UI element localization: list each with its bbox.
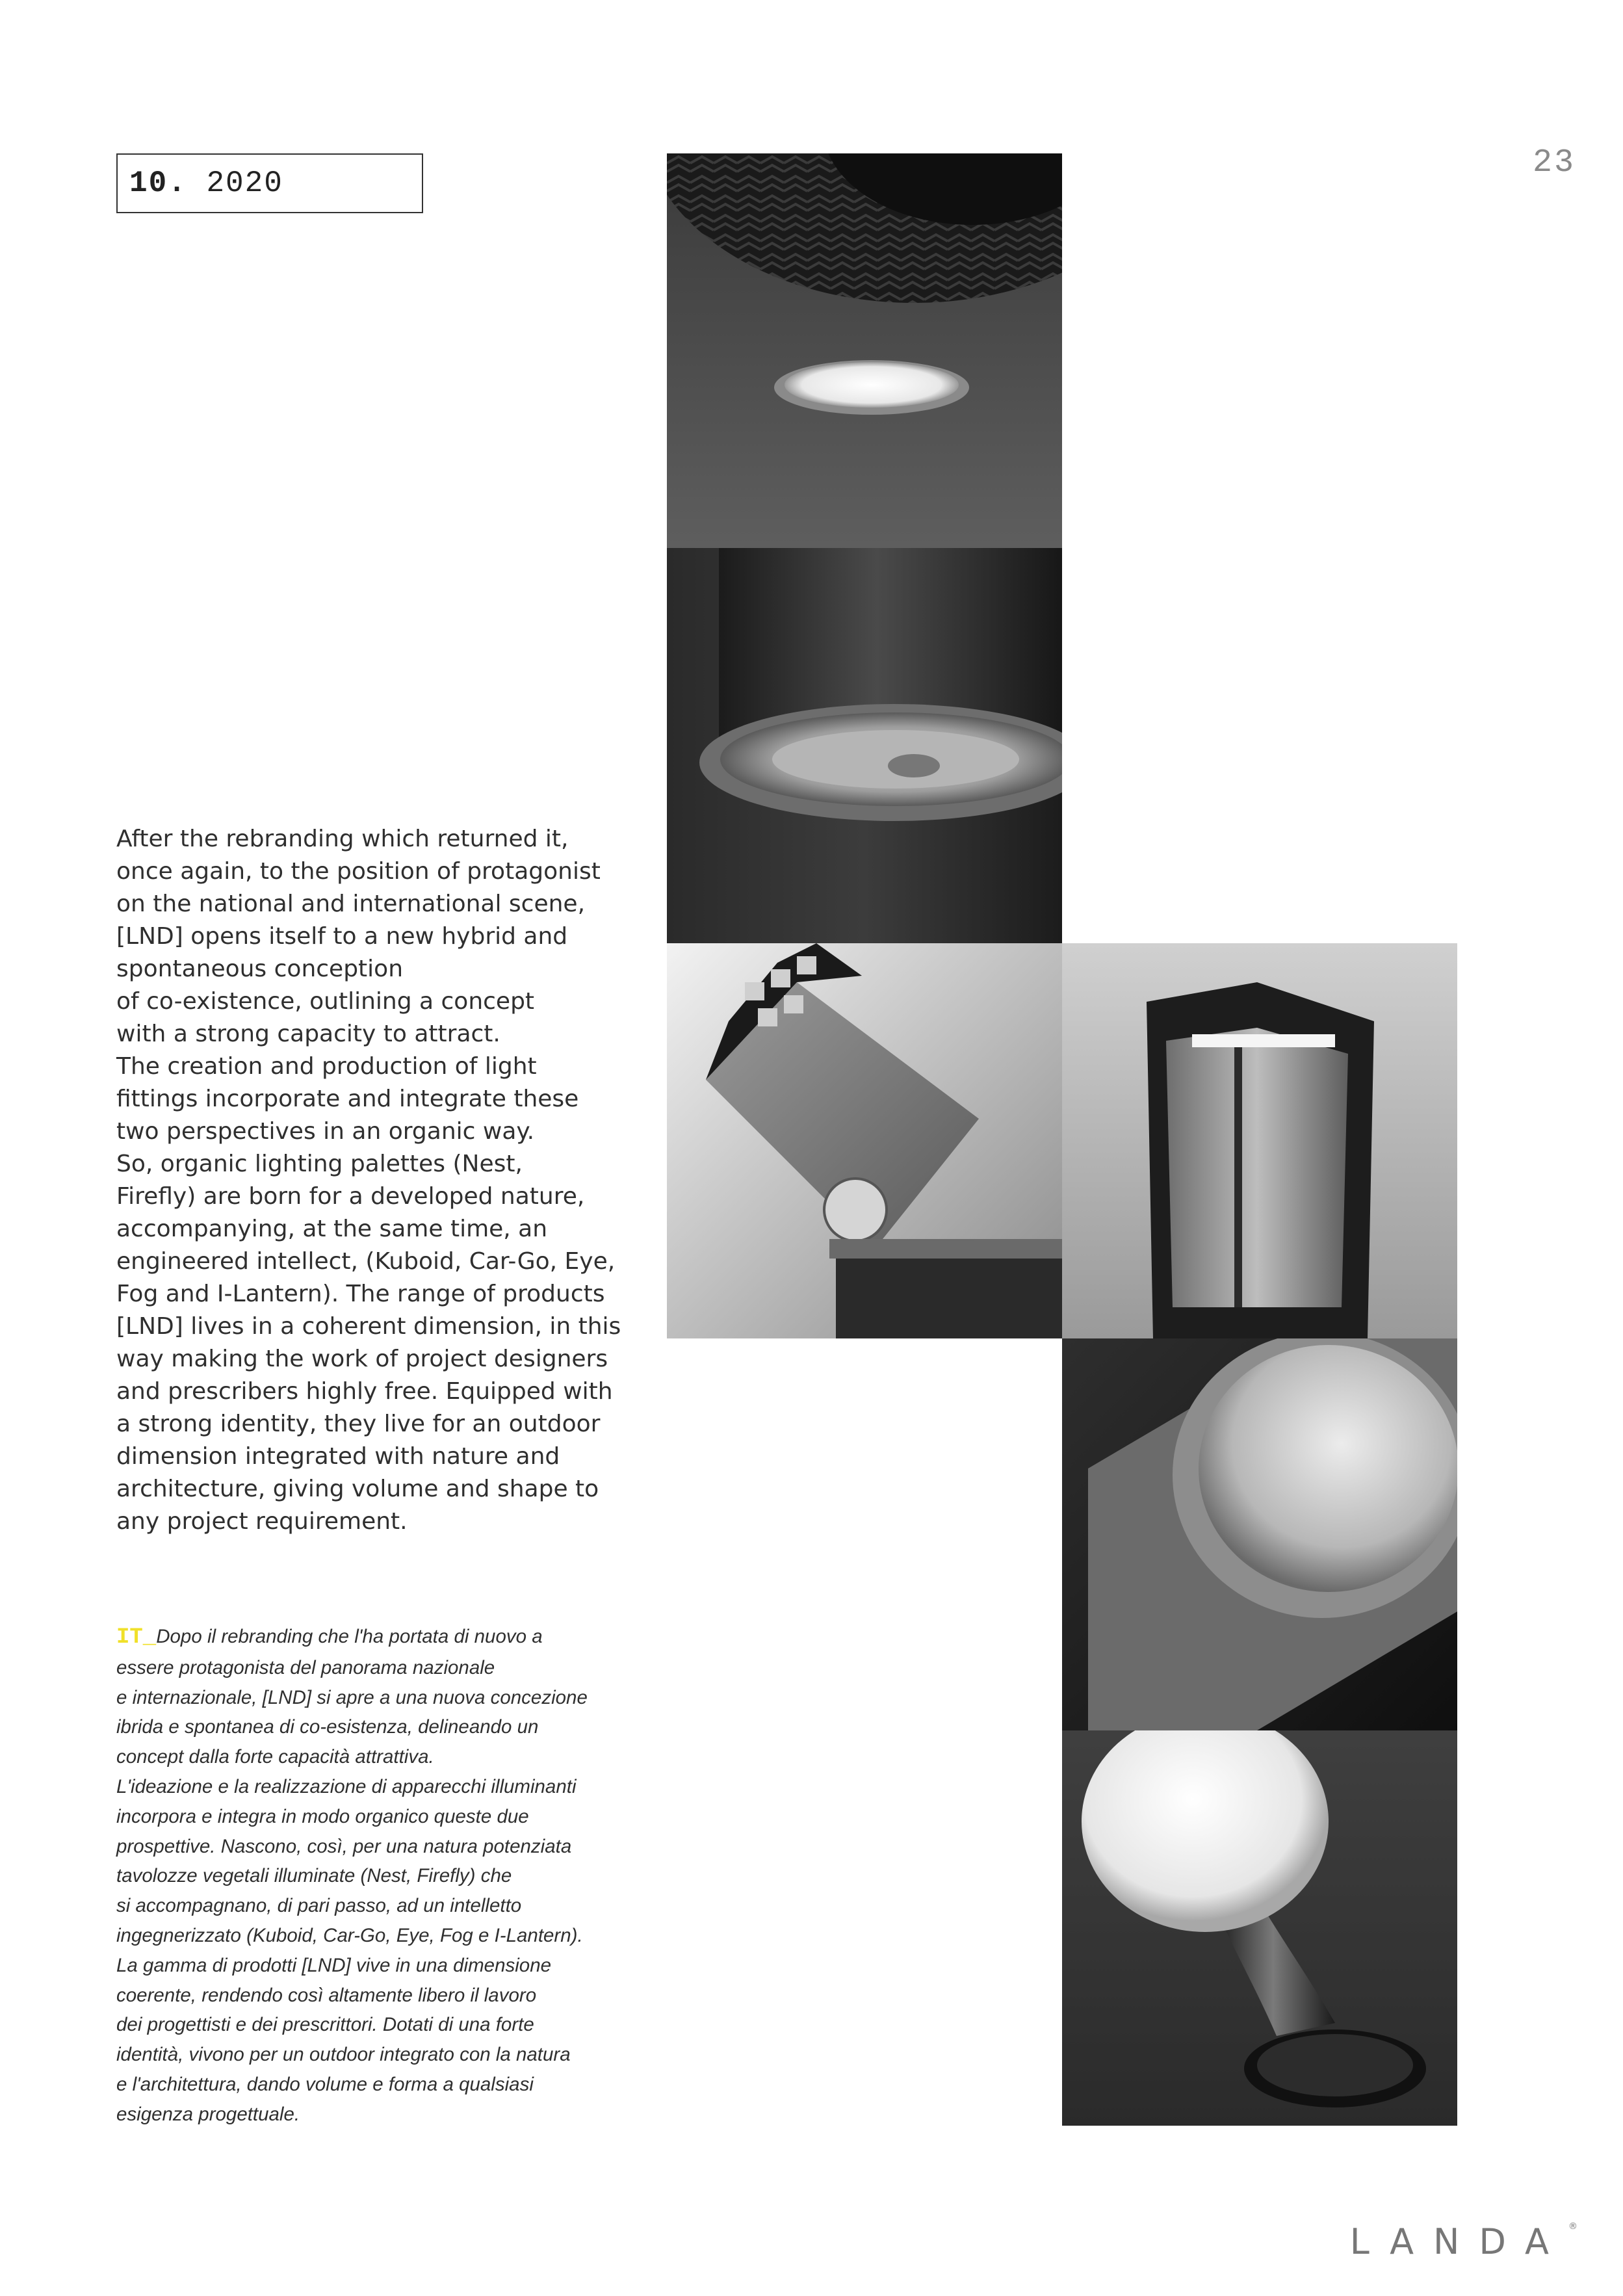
- body-en-line: of co-existence, outlining a concept: [116, 988, 535, 1015]
- body-en-line: a strong identity, they live for an outdoor: [116, 1411, 601, 1437]
- body-en-line: fittings incorporate and integrate these: [116, 1086, 579, 1112]
- body-en-line: Firefly) are born for a developed nature,: [116, 1183, 585, 1210]
- body-it-line: ibrida e spontanea di co-esistenza, delineando un: [116, 1716, 539, 1738]
- body-it-line: L'ideazione e la realizzazione di apparecchi illuminanti: [116, 1775, 577, 1797]
- page-number: 23: [1532, 144, 1576, 181]
- body-it-line: incorpora e integra in modo organico queste due: [116, 1805, 529, 1827]
- body-it-line: esigenza progettuale.: [116, 2103, 300, 2125]
- body-en-line: [LND] lives in a coherent dimension, in this: [116, 1313, 621, 1340]
- body-en-line: Fog and I-Lantern). The range of products: [116, 1281, 605, 1307]
- body-en-line: way making the work of project designers: [116, 1346, 608, 1372]
- body-it-line: e l'architettura, dando volume e forma a qualsiasi: [116, 2073, 534, 2095]
- language-tag: IT_: [116, 1625, 157, 1650]
- body-it-line: concept dalla forte capacità attrattiva.: [116, 1746, 434, 1768]
- photo-tyre-ground-light: [667, 153, 1062, 548]
- body-it-first-line: [116, 1622, 623, 1653]
- body-it-line: dei progettisti e dei prescrittori. Dotati di una forte: [116, 2014, 534, 2036]
- body-en-line: on the national and international scene,: [116, 891, 586, 917]
- logo-text: LANDA: [1349, 2221, 1568, 2262]
- body-en-line: The creation and production of light: [116, 1053, 537, 1080]
- landa-logo: [1350, 2221, 1578, 2262]
- body-en-line: architecture, giving volume and shape to: [116, 1476, 599, 1502]
- photo-cube-light: [667, 943, 1062, 1338]
- body-it-line: La gamma di prodotti [LND] vive in una dimensione: [116, 1954, 552, 1976]
- body-en-line: [LND] opens itself to a new hybrid and: [116, 923, 568, 950]
- body-it-line: si accompagnano, di pari passo, ad un intelletto: [116, 1895, 522, 1917]
- body-en-line: engineered intellect, (Kuboid, Car-Go, Eye,: [116, 1248, 616, 1275]
- body-it-line: prospettive. Nascono, così, per una natura potenziata: [116, 1835, 572, 1857]
- body-it-line: identità, vivono per un outdoor integrato con la natura: [116, 2044, 571, 2066]
- photo-cylinder-light: [667, 548, 1062, 943]
- body-en-line: once again, to the position of protagonist: [116, 858, 601, 885]
- body-text-italian: [116, 1622, 623, 2130]
- photo-globe-wall-light: [1062, 1730, 1457, 2126]
- body-it-line: e internazionale, [LND] si apre a una nuova concezione: [116, 1686, 588, 1708]
- registered-mark: ®: [1568, 2221, 1578, 2232]
- body-en-line: with a strong capacity to attract.: [116, 1021, 500, 1047]
- photo-eye-light: [1062, 1338, 1457, 1730]
- body-en-line: So, organic lighting palettes (Nest,: [116, 1151, 523, 1177]
- body-text-english: [116, 823, 623, 1538]
- body-it-line: tavolozze vegetali illuminate (Nest, Firefly) che: [116, 1865, 512, 1887]
- chapter-label: [116, 153, 423, 213]
- body-it-line: Dopo il rebranding che l'ha portata di nuovo a: [156, 1626, 543, 1647]
- body-en-line: and prescribers highly free. Equipped with: [116, 1378, 613, 1405]
- body-en-line: accompanying, at the same time, an: [116, 1216, 548, 1242]
- chapter-number: 10.: [129, 166, 187, 200]
- body-en-line: After the rebranding which returned it,: [116, 826, 569, 852]
- body-en-line: spontaneous conception: [116, 956, 404, 982]
- body-en-line: dimension integrated with nature and: [116, 1443, 560, 1470]
- body-en-line: two perspectives in an organic way.: [116, 1118, 535, 1145]
- body-en-line: any project requirement.: [116, 1508, 408, 1535]
- chapter-year: 2020: [206, 166, 283, 200]
- body-it-line: ingegnerizzato (Kuboid, Car-Go, Eye, Fog e I-Lantern).: [116, 1924, 583, 1946]
- photo-lantern-light: [1062, 943, 1457, 1338]
- body-it-line: essere protagonista del panorama nazionale: [116, 1656, 495, 1678]
- body-it-line: coerente, rendendo così altamente libero il lavoro: [116, 1984, 537, 2006]
